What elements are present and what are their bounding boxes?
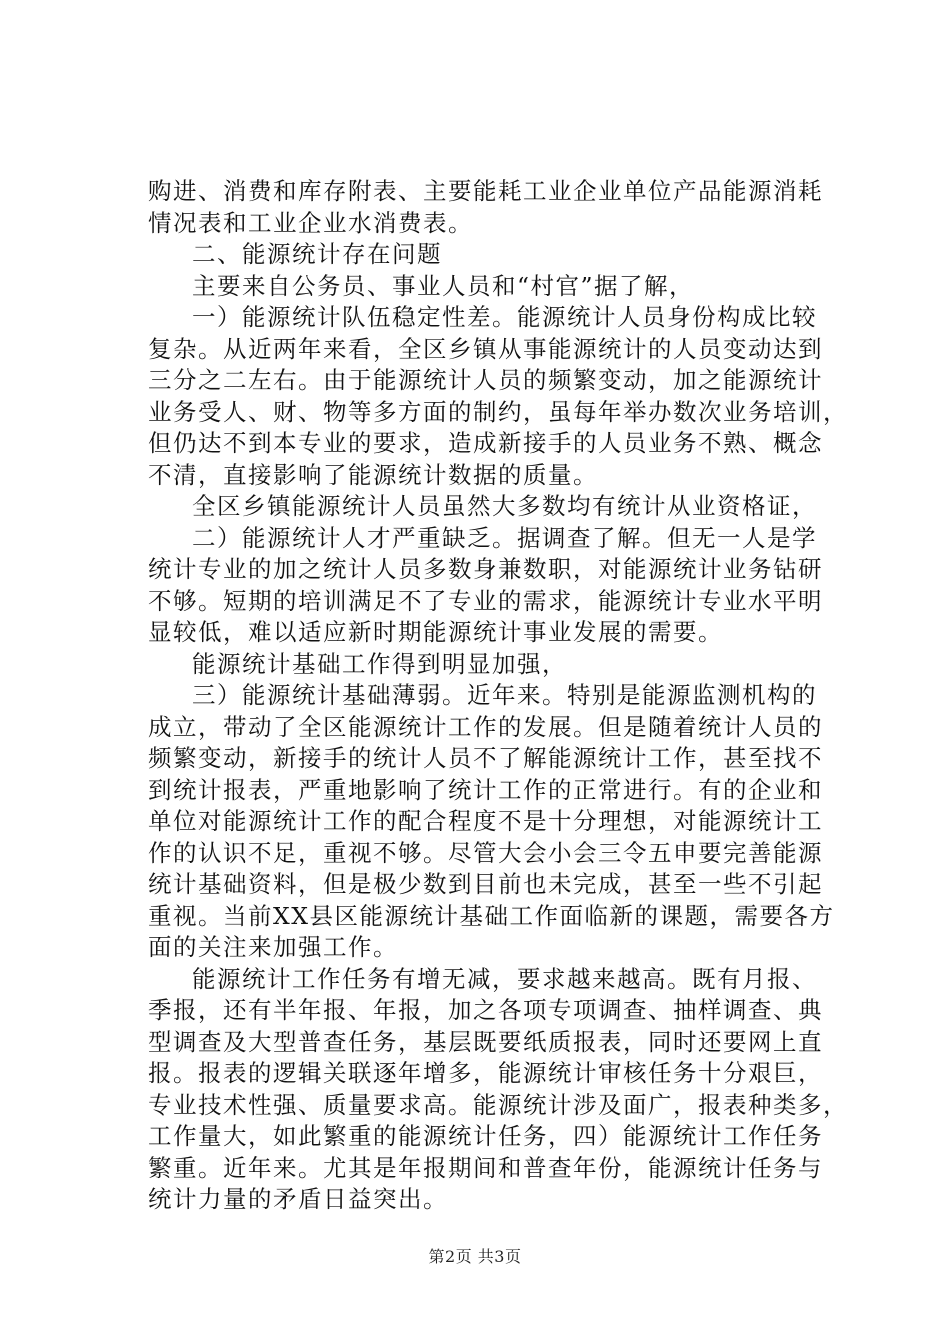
text-line: 繁重。近年来。尤其是年报期间和普查年份，能源统计任务与 [148,1153,823,1182]
text-line: 报。报表的逻辑关联逐年增多，能源统计审核任务十分艰巨， [148,1059,823,1087]
text-line: 到统计报表，严重地影响了统计工作的正常进行。有的企业和 [148,775,823,804]
text-line: 统计专业的加之统计人员多数身兼数职，对能源统计业务钻研 [148,555,823,583]
text-line: 购进、消费和库存附表、主要能耗工业企业单位产品能源消耗 [148,177,823,205]
text-line: 能源统计工作任务有增无减，要求越来越高。既有月报、 [192,964,817,993]
text-line: 不清，直接影响了能源统计数据的质量。 [148,460,598,489]
text-line: 三）能源统计基础薄弱。近年来。特别是能源监测机构的 [192,681,817,709]
text-line: 主要来自公务员、事业人员和“村官”据了解， [192,271,695,300]
text-line: 统计力量的矛盾日益突出。 [148,1185,448,1213]
text-line: 面的关注来加强工作。 [148,933,398,961]
text-line: 重视。当前XX县区能源统计基础工作面临新的课题，需要各方 [148,901,835,930]
text-line: 二、能源统计存在问题 [192,240,442,268]
text-line: 但仍达不到本专业的要求，造成新接手的人员业务不熟、概念 [148,429,823,457]
text-line: 季报，还有半年报、年报，加之各项专项调查、抽样调查、典 [148,996,823,1024]
text-line: 业务受人、财、物等多方面的制约，虽每年举办数次业务培训， [148,397,848,426]
text-line: 频繁变动，新接手的统计人员不了解能源统计工作，甚至找不 [148,744,823,772]
text-line: 显较低，难以适应新时期能源统计事业发展的需要。 [148,618,723,646]
page-footer: 第2页 共3页 [428,1247,522,1266]
text-line: 不够。短期的培训满足不了专业的需求，能源统计专业水平明 [148,586,823,615]
text-line: 统计基础资料，但是极少数到目前也未完成，甚至一些不引起 [148,870,823,898]
text-line: 情况表和工业企业水消费表。 [148,208,473,237]
text-line: 三分之二左右。由于能源统计人员的频繁变动，加之能源统计 [148,366,823,394]
body-paragraphs [148,176,848,1216]
text-line: 能源统计基础工作得到明显加强， [192,649,567,678]
text-line: 工作量大，如此繁重的能源统计任务，四）能源统计工作任务 [148,1122,823,1150]
text-line: 单位对能源统计工作的配合程度不是十分理想，对能源统计工 [148,807,823,835]
text-line: 专业技术性强、质量要求高。能源统计涉及面广，报表种类多， [148,1090,848,1119]
text-line: 作的认识不足，重视不够。尽管大会小会三令五申要完善能源 [148,838,823,867]
text-line: 一）能源统计队伍稳定性差。能源统计人员身份构成比较 [192,303,817,331]
text-line: 全区乡镇能源统计人员虽然大多数均有统计从业资格证， [192,492,817,520]
text-line: 成立，带动了全区能源统计工作的发展。但是随着统计人员的 [148,712,823,741]
document-body [148,176,848,1216]
text-line: 复杂。从近两年来看，全区乡镇从事能源统计的人员变动达到 [148,334,823,363]
text-line: 型调查及大型普查任务，基层既要纸质报表，同时还要网上直 [148,1027,823,1056]
text-line: 二）能源统计人才严重缺乏。据调查了解。但无一人是学 [192,523,817,552]
